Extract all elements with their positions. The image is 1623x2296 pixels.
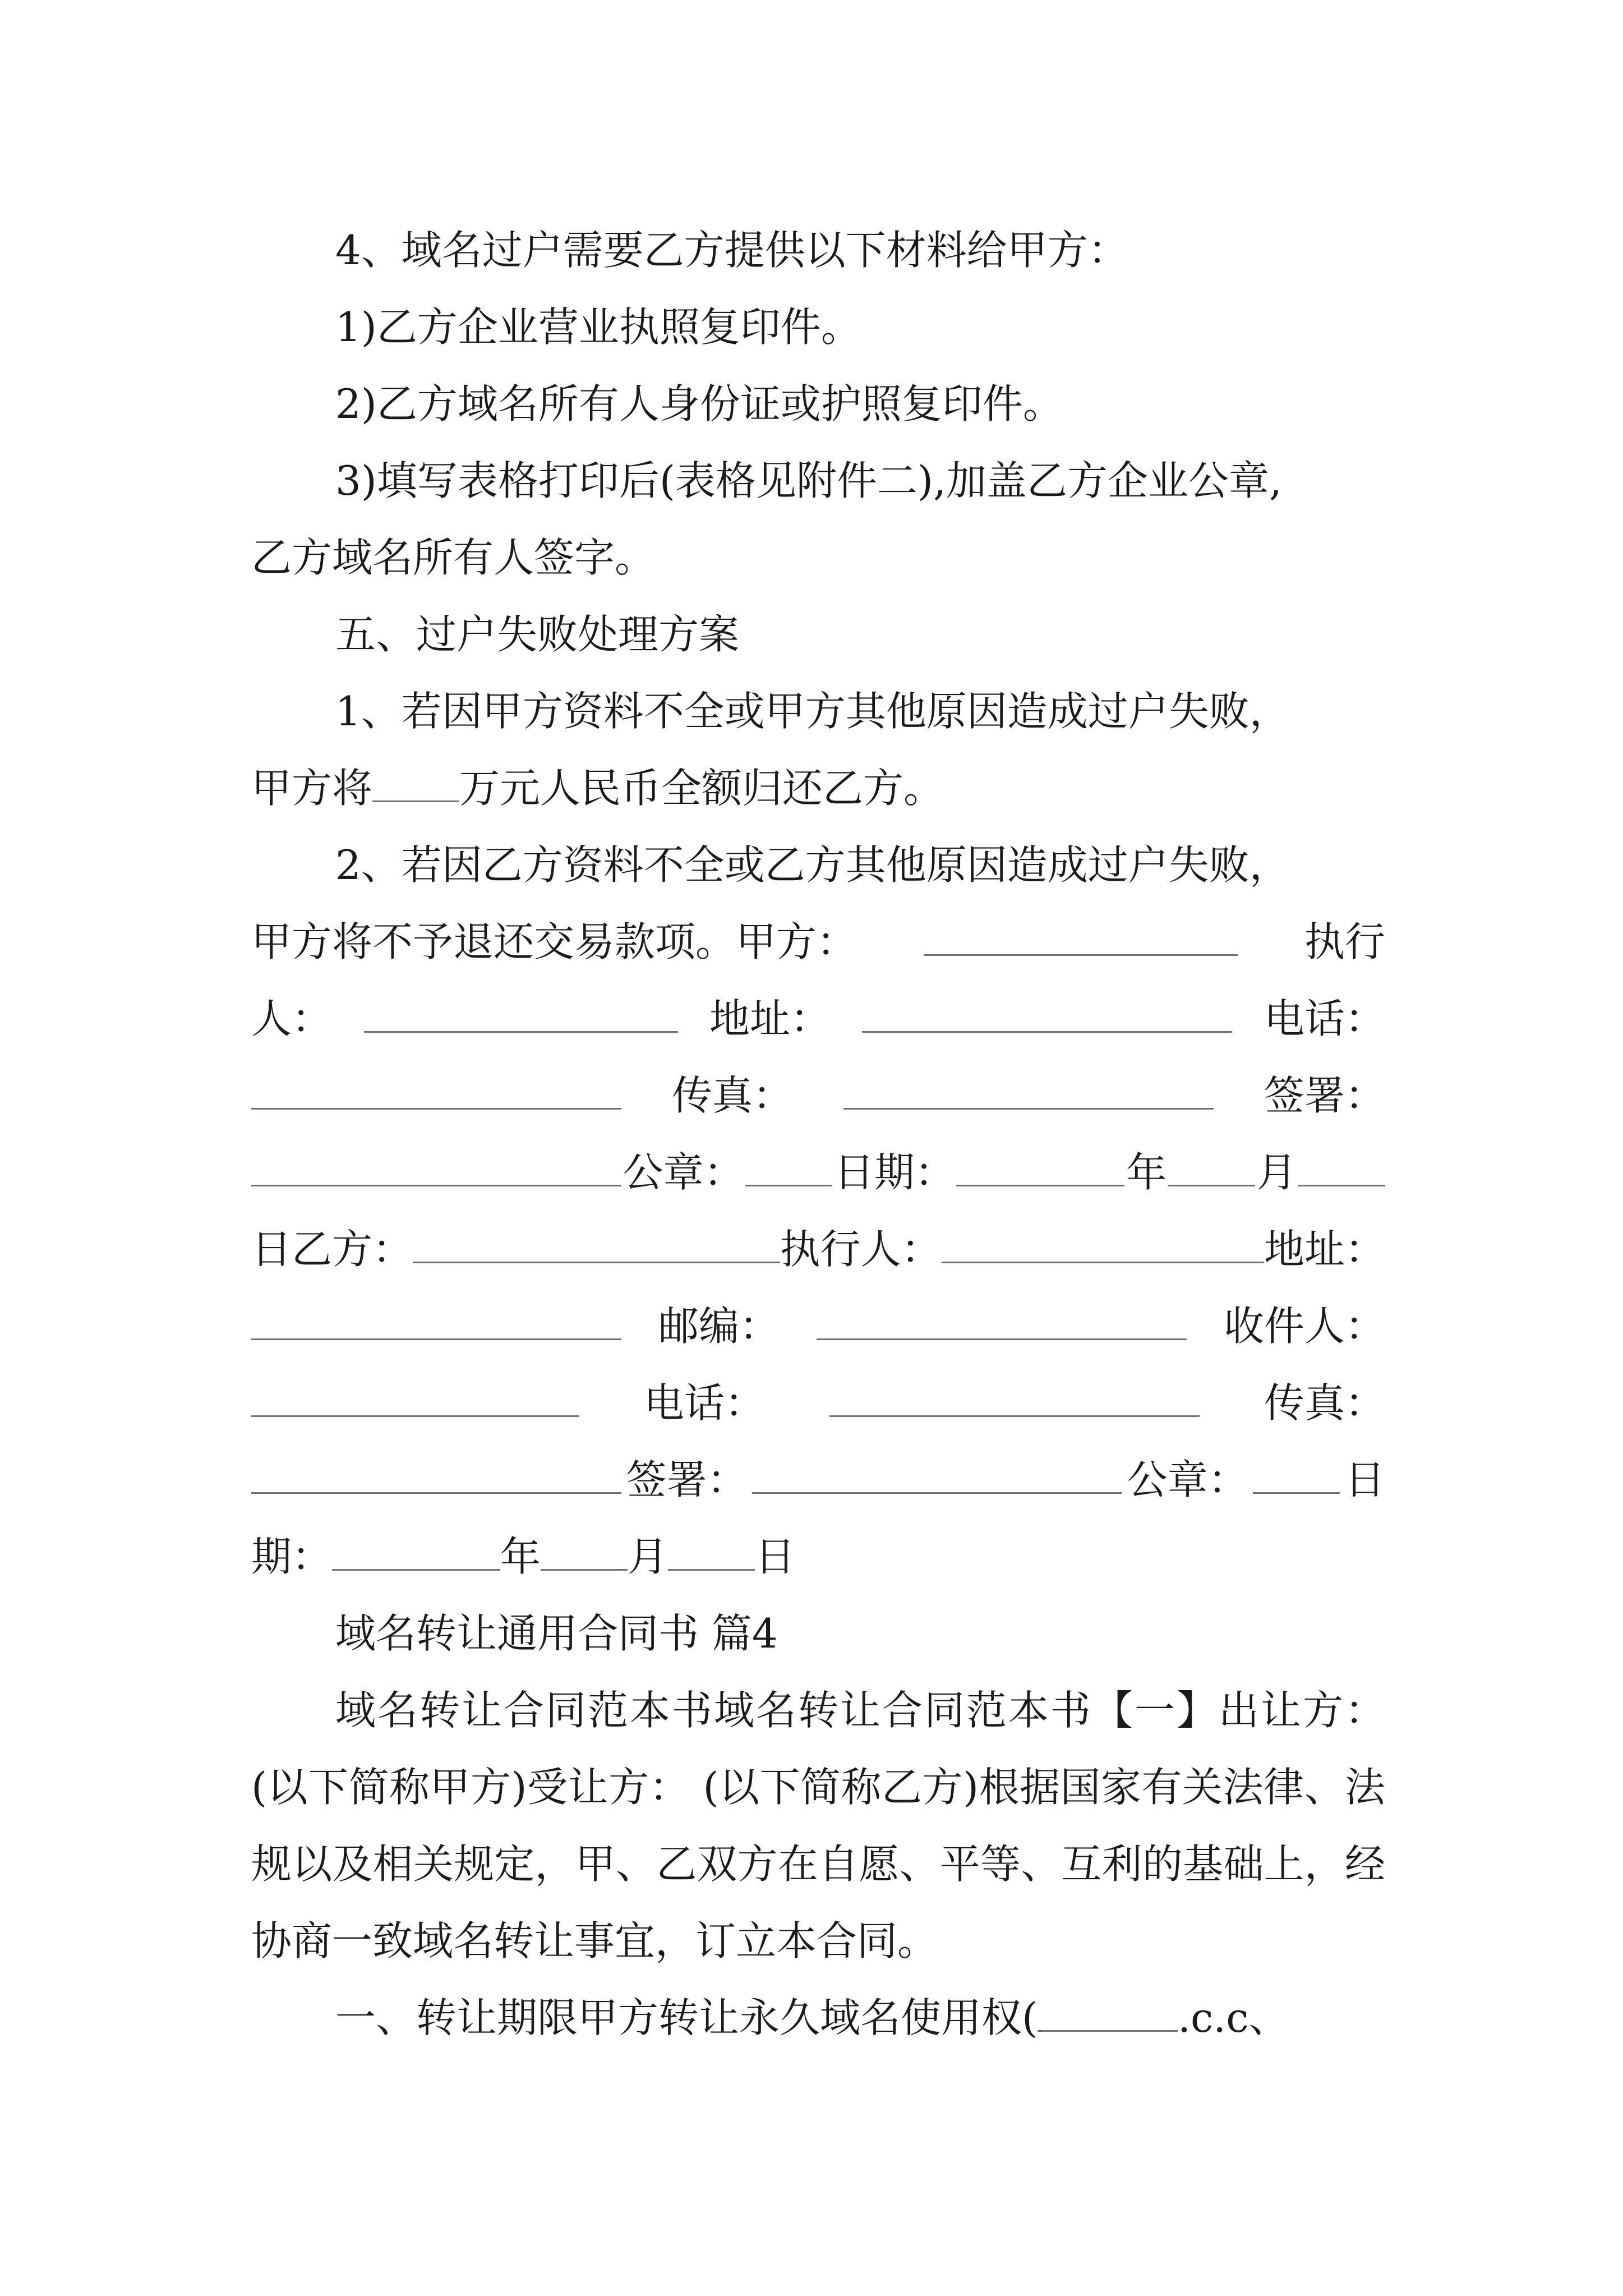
executor-blank[interactable] xyxy=(364,999,678,1033)
sign-blank[interactable] xyxy=(251,1152,621,1186)
form-line1-text: 3)填写表格打印后(表格见附件二),加盖乙方企业公章, xyxy=(335,457,1282,504)
signature-line-4 xyxy=(251,1211,1385,1288)
label-date: 日期： xyxy=(833,1149,955,1196)
paragraph-transfer-term xyxy=(251,1980,1385,2056)
phone-blank[interactable] xyxy=(251,1075,621,1110)
day-blank[interactable] xyxy=(1298,1152,1385,1186)
signature-line-2 xyxy=(251,1057,1385,1134)
party-a-blank[interactable] xyxy=(924,922,1238,956)
signature-line-3 xyxy=(251,1134,1385,1211)
signature-line-7 xyxy=(251,1442,1385,1519)
label-executor-b: 执行人： xyxy=(780,1226,942,1273)
label-year-b: 年 xyxy=(500,1533,541,1580)
label-month-b: 月 xyxy=(628,1533,668,1580)
signature-line-6 xyxy=(251,1365,1385,1442)
day-b-blank[interactable] xyxy=(668,1536,755,1571)
signature-line-5 xyxy=(251,1288,1385,1365)
party-b-blank[interactable] xyxy=(413,1229,780,1263)
fax-b-blank[interactable] xyxy=(251,1460,621,1494)
paragraph-failure-a-line2 xyxy=(251,750,1385,827)
label-address: 地址： xyxy=(709,995,831,1042)
label-postcode: 邮编： xyxy=(658,1303,780,1350)
label-recipient: 收件人： xyxy=(1223,1303,1385,1350)
label-day-b: 日 xyxy=(755,1533,796,1580)
section-heading-4: 域名转让通用合同书 篇4 xyxy=(335,1610,778,1657)
label-month: 月 xyxy=(1256,1149,1297,1196)
executor-prefix: 执行 xyxy=(1304,918,1385,965)
year-blank[interactable] xyxy=(956,1152,1124,1186)
transfer-term-text: 一、转让期限甲方转让永久域名使用权( xyxy=(335,1994,1038,2041)
paragraph-form-line1 xyxy=(251,443,1385,519)
phone-b-blank[interactable] xyxy=(829,1383,1200,1417)
paragraph-failure-a-line1: 1、若因甲方资料不全或甲方其他原因造成过户失败， xyxy=(335,688,1290,735)
paragraph-failure-b-line2 xyxy=(251,904,1385,981)
paragraph-id-copy: 2)乙方域名所有人身份证或护照复印件。 xyxy=(335,380,1063,427)
label-ren: 人： xyxy=(251,995,333,1042)
domain-blank[interactable] xyxy=(1038,1998,1178,2032)
month-b-blank[interactable] xyxy=(541,1536,628,1571)
label-seal: 公章： xyxy=(623,1149,744,1196)
paragraph-contract-intro: 域名转让合同范本书域名转让合同范本书【一】出让方：(以下简称甲方)受让方： (以下简称乙方)根据国家有关法律、法规以及相关规定，甲、乙双方在自愿、平等、互利的基础上，经协商一致域名转让事宜，订立本合同。 xyxy=(251,1687,1385,1964)
seal-b-blank[interactable] xyxy=(1253,1460,1340,1494)
signature-line-1 xyxy=(251,981,1385,1057)
fax-blank[interactable] xyxy=(843,1075,1214,1110)
label-seal-b: 公章： xyxy=(1127,1456,1248,1503)
signature-line-8 xyxy=(251,1519,1385,1595)
label-period: 期： xyxy=(251,1533,333,1580)
recipient-blank[interactable] xyxy=(251,1383,579,1417)
domain-suffix: .c.c、 xyxy=(1178,1994,1289,2041)
paragraph-materials-intro: 4、域名过户需要乙方提供以下材料给甲方： xyxy=(335,227,1128,274)
sign-b-blank[interactable] xyxy=(752,1460,1122,1494)
failure-b-text: 甲方将不予退还交易款项。甲方： xyxy=(251,918,857,965)
failure-a-prefix: 甲方将 xyxy=(251,765,373,812)
month-blank[interactable] xyxy=(1168,1152,1255,1186)
failure-a-suffix: 万元人民币全额归还乙方。 xyxy=(459,765,944,812)
label-year: 年 xyxy=(1126,1149,1167,1196)
label-phone-b: 电话： xyxy=(643,1379,765,1427)
address-b-blank[interactable] xyxy=(251,1306,621,1340)
label-sign-b: 签署： xyxy=(626,1456,748,1503)
section-title-failure: 五、过户失败处理方案 xyxy=(335,611,740,658)
label-day-char: 日 xyxy=(1344,1456,1385,1503)
paragraph-form-line2: 乙方域名所有人签字。 xyxy=(251,534,656,581)
label-fax: 传真： xyxy=(671,1072,793,1119)
label-day-party-b: 日乙方： xyxy=(251,1226,413,1273)
paragraph-business-license: 1)乙方企业营业执照复印件。 xyxy=(335,303,861,351)
label-fax-b: 传真： xyxy=(1264,1379,1385,1427)
label-sign: 签署： xyxy=(1264,1072,1385,1119)
document-body xyxy=(251,212,1385,2056)
paragraph-failure-b-line1: 2、若因乙方资料不全或乙方其他原因造成过户失败， xyxy=(335,841,1290,889)
seal-blank[interactable] xyxy=(745,1152,832,1186)
executor-b-blank[interactable] xyxy=(942,1229,1264,1263)
label-address-b: 地址： xyxy=(1264,1226,1385,1273)
label-phone: 电话： xyxy=(1264,995,1385,1042)
year-b-blank[interactable] xyxy=(332,1536,500,1571)
postcode-blank[interactable] xyxy=(817,1306,1187,1340)
amount-blank[interactable] xyxy=(372,768,459,802)
address-blank[interactable] xyxy=(862,999,1232,1033)
